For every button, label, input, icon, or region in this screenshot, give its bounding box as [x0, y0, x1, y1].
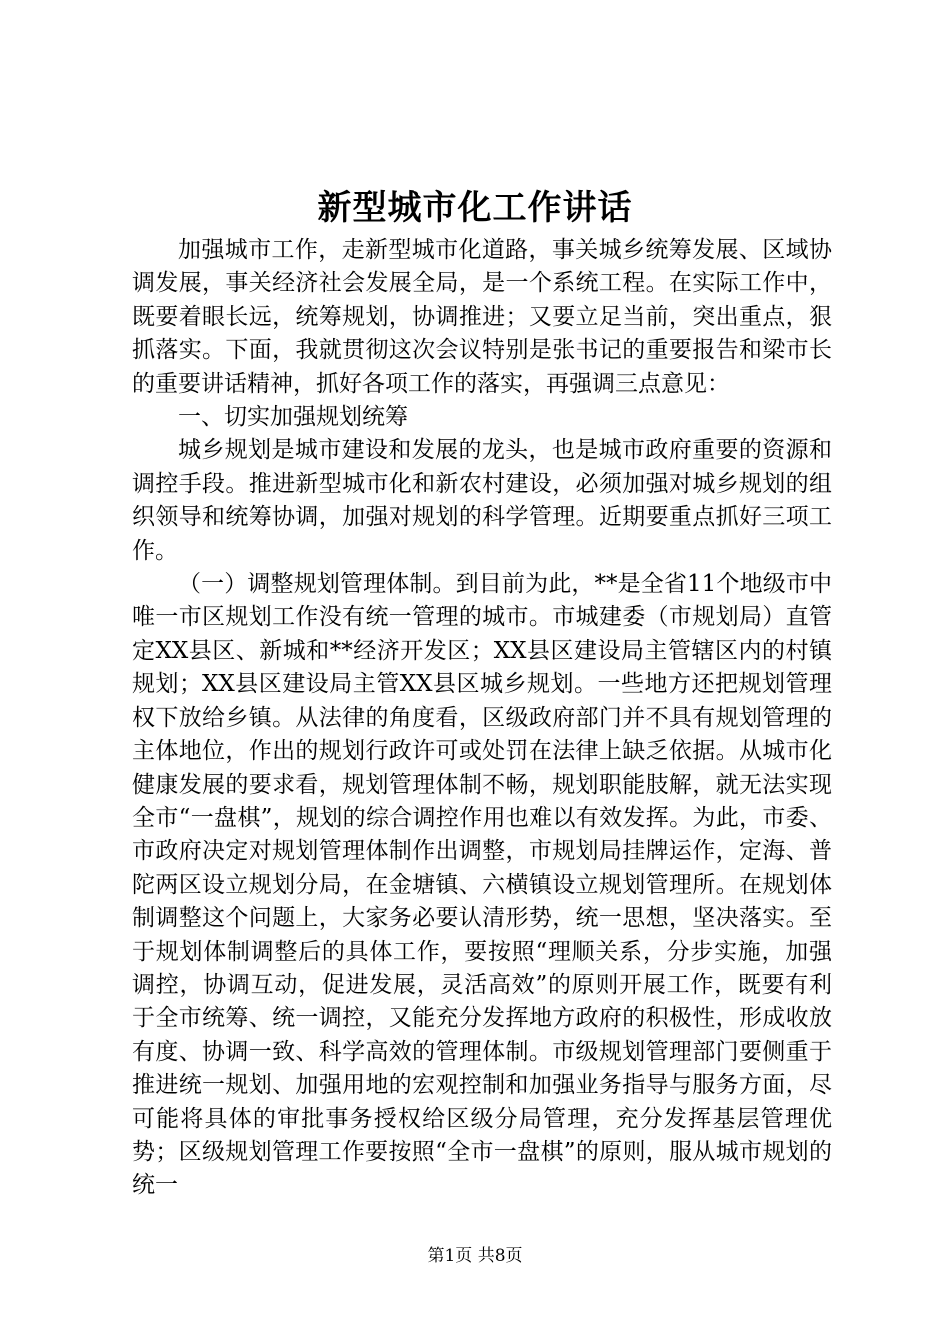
- page-number-footer: 第1页 共8页: [427, 1246, 523, 1266]
- paragraph-subsection-1: （一）调整规划管理体制。到目前为此，**是全省11个地级市中唯一市区规划工作没有统一管理的城市。市城建委（市规划局）直管定XX县区、新城和**经济开发区；XX县区建设局主管辖区内的村镇规划；XX县区建设局主管XX县区城乡规划。一些地方还把规划管理权下放给乡镇。从法律的角度看，区级政府部门并不具有规划管理的主体地位，作出的规划行政许可或处罚在法律上缺乏依据。从城市化健康发展的要求看，规划管理体制不畅，规划职能肢解，就无法实现全市“一盘棋”，规划的综合调控作用也难以有效发挥。为此，市委、市政府决定对规划管理体制作出调整，市规划局挂牌运作，定海、普陀两区设立规划分局，在金塘镇、六横镇设立规划管理所。在规划体制调整这个问题上，大家务必要认清形势，统一思想，坚决落实。至于规划体制调整后的具体工作，要按照“理顺关系，分步实施，加强调控，协调互动，促进发展，灵活高效”的原则开展工作，既要有利于全市统筹、统一调控，又能充分发挥地方政府的积极性，形成收放有度、协调一致、科学高效的管理体制。市级规划管理部门要侧重于推进统一规划、加强用地的宏观控制和加强业务指导与服务方面，尽可能将具体的审批事务授权给区级分局管理，充分发挥基层管理优势；区级规划管理工作要按照“全市一盘棋”的原则，服从城市规划的统一: [132, 571, 832, 1199]
- paragraph-planning: 城乡规划是城市建设和发展的龙头，也是城市政府重要的资源和调控手段。推进新型城市化和新农村建设，必须加强对城乡规划的组织领导和统筹协调，加强对规划的科学管理。近期要重点抓好三项工作。: [132, 437, 832, 564]
- section-heading: 一、切实加强规划统筹: [178, 404, 408, 431]
- paragraph-intro: 加强城市工作，走新型城市化道路，事关城乡统筹发展、区域协调发展，事关经济社会发展全局，是一个系统工程。在实际工作中，既要着眼长远，统筹规划，协调推进；又要立足当前，突出重点，狠抓落实。下面，我就贯彻这次会议特别是张书记的重要报告和梁市长的重要讲话精神，抓好各项工作的落实，再强调三点意见：: [132, 237, 832, 397]
- page-title: 新型城市化工作讲话: [317, 188, 633, 228]
- document-body: [132, 234, 832, 1203]
